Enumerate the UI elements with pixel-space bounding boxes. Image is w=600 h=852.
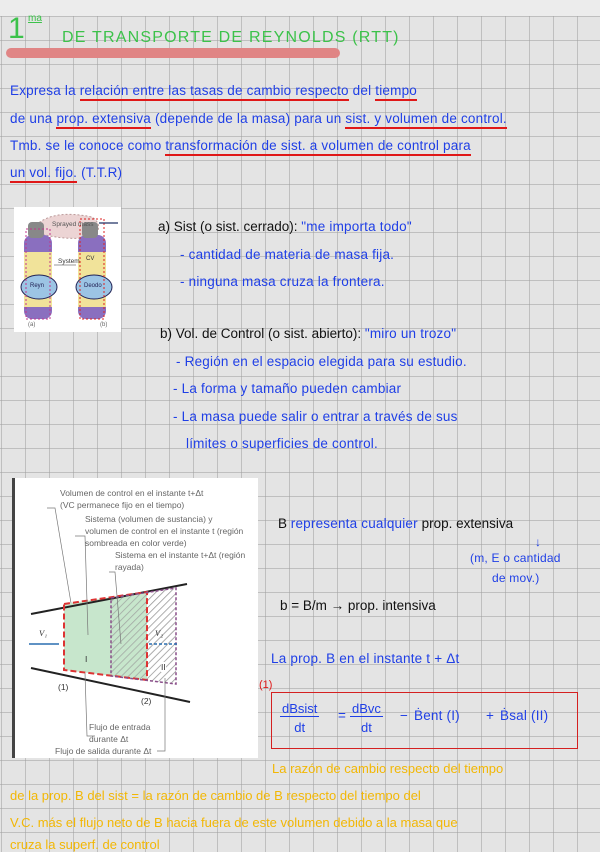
page-top-margin [0,0,600,16]
title-highlight [6,48,340,58]
arrow-down-icon: ↓ [535,535,542,549]
brand-text: Reyn [30,283,45,289]
title-text: DE TRANSPORTE DE REYNOLDS (RTT) [62,29,400,46]
intro-line-2: de una prop. extensiva (depende de la masa) para un sist. y volumen de control. [10,112,507,126]
cv-label: CV [86,256,95,262]
caption-b: (b) [100,322,108,328]
title-superscript: ma [28,13,42,24]
region-2-label: II [161,662,166,672]
intro-line-4: un vol. fijo. (T.T.R) [10,166,122,180]
section-1-label: (1) [58,682,69,692]
region-1-label: I [85,654,88,664]
system-label: System [58,258,80,265]
section-a-item: - ninguna masa cruza la frontera. [180,274,385,289]
instant-note: La prop. B en el instante t + Δt [271,651,460,666]
section-b-item: - La masa puede salir o entrar a través de sus [173,409,458,424]
section-a-heading: a) Sist (o sist. cerrado): "me importa todo" [158,219,412,234]
explanation-line: V.C. más el flujo neto de B hacia fuera de este volumen debido a la masa que [10,815,458,830]
spray-can-b [76,219,118,319]
section-b-item: - Región en el espacio elegida para su estudio. [176,354,467,369]
system-label: sombreada en color verde) [85,538,187,548]
velocity-2-label: V₂ [155,628,164,638]
spray-can-figure [14,207,121,332]
equation-box [271,692,578,749]
section-b-heading: b) Vol. de Control (o sist. abierto): "miro un trozo" [160,326,457,341]
inflow-label: Flujo de entrada [89,722,151,732]
control-volume-figure [12,478,258,758]
intro-line-3: Tmb. se le conoce como transformación de sist. a volumen de control para [10,139,471,153]
cv-fixed-label: (VC permanece fijo en el tiempo) [60,500,185,510]
minus-sign: − [400,708,409,723]
plus-sign: + [486,708,495,723]
section-b-item: límites o superficies de control. [186,436,378,451]
explanation-line: cruza la superf. de control [10,837,160,852]
section-b-item: - La forma y tamaño pueden cambiar [173,381,402,396]
b-definition: B representa cualquier prop. extensiva [278,516,514,531]
sprayed-mass-label: Sprayed mass [52,221,94,228]
system-label: Sistema (volumen de sustancia) y [85,514,213,524]
intensive-property: b = B/m → prop. intensiva [280,598,436,613]
explanation-line: La razón de cambio respecto del tiempo [272,761,504,776]
lhs-denominator: dt [294,720,306,735]
equation-number: (1) [259,679,273,691]
cv-label: Volumen de control en el instante t+Δt [60,488,204,498]
section-a-item: - cantidad de materia de masa fija. [180,247,395,262]
examples-line: de mov.) [492,571,540,585]
velocity-1-label: V₁ [39,628,48,638]
lhs-numerator: dBsist [282,701,318,716]
explanation-line: de la prop. B del sist = la razón de cambio de B respecto del tiempo del [10,788,421,803]
inflow-label: durante Δt [89,734,129,744]
rhs-denominator: dt [361,720,372,735]
equals-sign: = [338,708,347,723]
system-later-label: rayada) [115,562,144,572]
rhs-numerator: dBvc [352,701,381,716]
inflow-term: Ḃent (I) [414,708,460,723]
examples-line: (m, E o cantidad [470,551,561,565]
system-label: volumen de control en el instante t (región [85,526,244,536]
section-2-label: (2) [141,696,152,706]
outflow-term: Ḃsal (II) [500,708,549,723]
caption-a: (a) [28,322,36,328]
intro-line-1: Expresa la relación entre las tasas de cambio respecto del tiempo [10,84,417,98]
lhs-fraction [280,701,319,735]
brand-text: Deodo [84,283,102,289]
title-number: 1 [8,12,25,45]
rhs-fraction [350,701,383,735]
system-later-label: Sistema en el instante t+Δt (región [115,550,246,560]
outflow-label: Flujo de salida durante Δt [55,746,152,756]
